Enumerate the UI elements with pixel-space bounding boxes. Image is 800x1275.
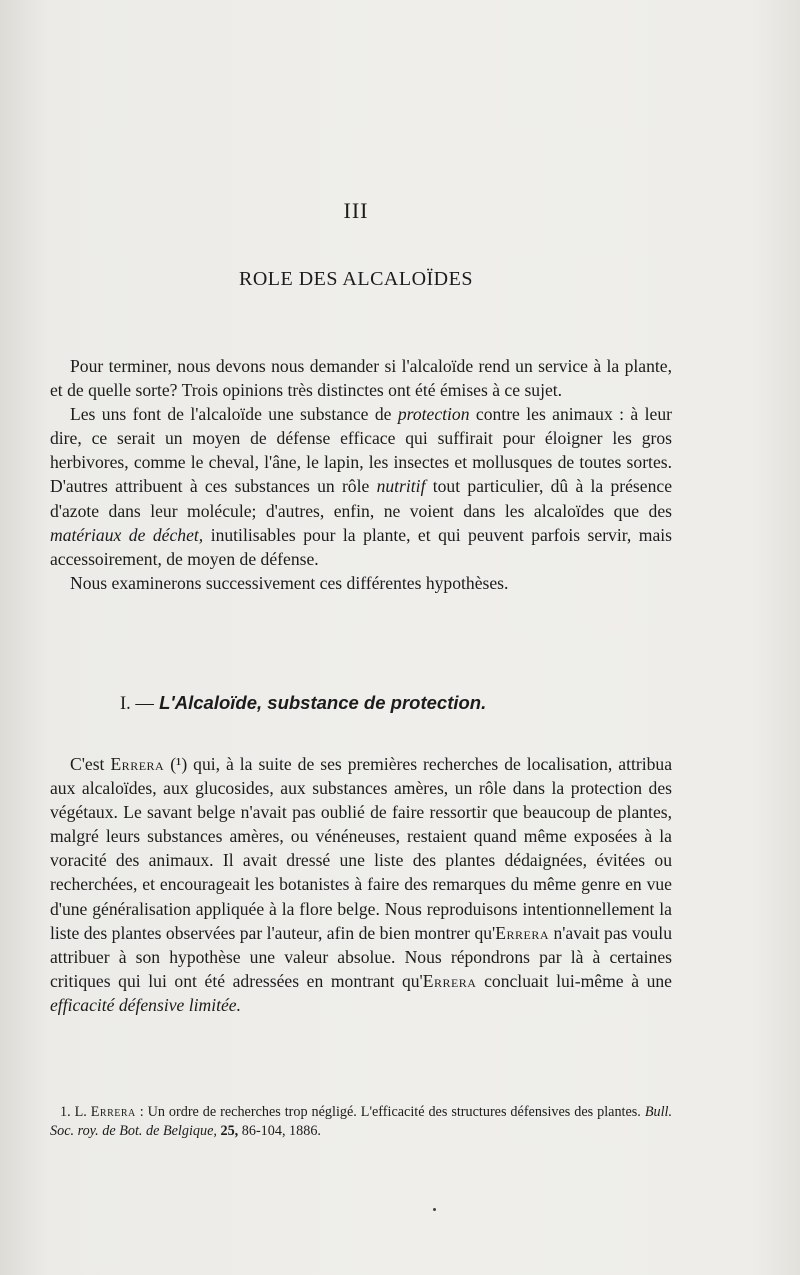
paragraph: Nous examinerons successivement ces différentes hypothèses. [70,572,509,593]
subsection-heading: I. — L'Alcaloïde, substance de protection. [120,692,487,714]
errera-text [50,752,672,1017]
intro-text [50,354,672,595]
paragraph: Les uns font de l'alcaloïde une substance de protection contre les animaux : à leur dire, ce serait un moyen de défense efficace qui suffirait pour éloigner les gros herbivores, comme le cheval, l'âne, le lapin, les insectes et mollusques de toutes sortes. D'autres attribuent à ces substances un rôle nutritif tout particulier, dû à la présence d'azote dans leur molécule; d'autres, enfin, ne voient dans les alcaloïdes que des matériaux de déchet, inutilisables pour la plante, et qui peuvent parfois servir, mais accessoirement, de moyen de défense. [50,404,673,569]
paragraph: Pour terminer, nous devons nous demander si l'alcaloïde rend un service à la plante, et de quelle sorte? Trois opinions très distinctes ont été émises à ce sujet. [50,356,672,401]
section-number: III [343,198,369,223]
paragraph: C'est Errera (¹) qui, à la suite de ses premières recherches de localisation, attribua aux alcaloïdes, aux glucosides, aux substances amères, un rôle dans la protection des végétaux. Le savant belge n'avait pas oublié de faire ressortir que beaucoup de plantes, malgré leurs substances amères, ou vénéneuses, restaient quand même exposées à la voracité des animaux. Il avait dressé une liste des plantes dédaignées, évitées ou recherchées, et encourageait les botanistes à faire des remarques du même genre en vue d'une généralisation appliquée à la flore belge. Nous reproduisons intentionnellement la liste des plantes observées par l'auteur, afin de bien montrer qu'Errera n'avait pas voulu attribuer à son hypothèse une valeur absolue. Nous répondrons par là à certaines critiques qui lui ont été adressées en montrant qu'Errera concluait lui-même à une efficacité défensive limitée. [50,754,673,1015]
footnote: 1. L. Errera : Un ordre de recherches trop négligé. L'efficacité des structures défensives des plantes. Bull. Soc. roy. de Bot. de Belgique, 25, 86-104, 1886. [50,1104,673,1139]
ink-speck [433,1208,436,1211]
section-title: ROLE DES ALCALOÏDES [239,268,473,290]
